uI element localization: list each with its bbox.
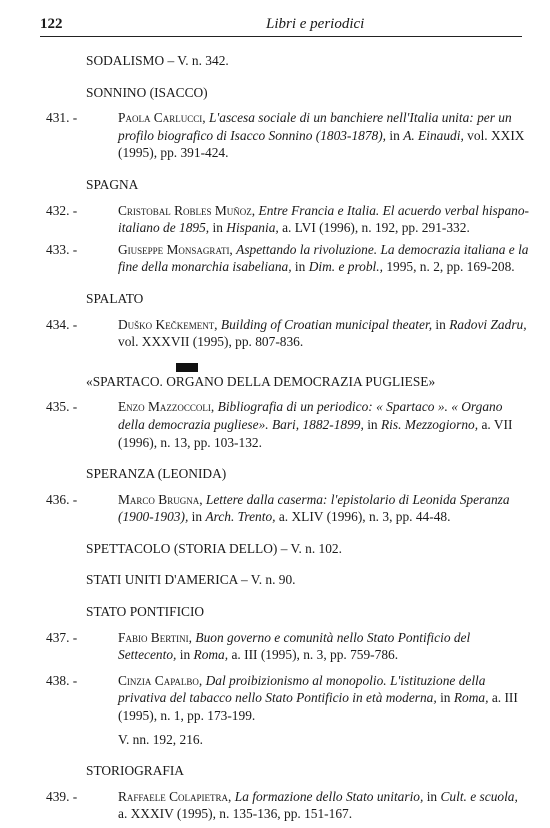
- section-heading-text: STATO PONTIFICIO: [86, 604, 205, 620]
- entry-source-prefix: in: [179, 647, 191, 663]
- section-heading: [40, 363, 530, 391]
- entry-details: vol. XXIX (1995), pp. 391-424.: [118, 127, 525, 161]
- section-heading-text: SONNINO (ISACCO): [86, 84, 208, 100]
- entry-number: 437. -: [46, 629, 78, 645]
- entry-source-prefix: in: [367, 416, 378, 432]
- entry-details: a. XXXIV (1995), n. 135-136, pp. 151-167.: [118, 806, 353, 822]
- entry-journal: Radovi Zadru,: [449, 316, 527, 332]
- entry-source-prefix: in: [294, 259, 306, 275]
- entry-number: 439. -: [46, 788, 78, 804]
- entry-details: a. III (1995), n. 3, pp. 759-786.: [231, 647, 399, 663]
- entry-source-prefix: in: [212, 220, 223, 236]
- entry-title: Building of Croatian municipal theater,: [220, 316, 433, 332]
- entry-author: Cristobal Robles Muñoz,: [118, 202, 256, 218]
- entry-journal: Roma,: [453, 690, 489, 706]
- bibliography-entry: [40, 398, 530, 451]
- entry-journal: Cult. e scuola,: [440, 788, 518, 804]
- entry-source-prefix: in: [435, 316, 446, 332]
- entry-details: 1995, n. 2, pp. 169-208.: [386, 259, 515, 275]
- entry-journal: Dim. e probl.,: [308, 259, 383, 275]
- entry-journal: Arch. Trento,: [205, 509, 276, 525]
- entry-author: Paola Carlucci,: [118, 110, 206, 126]
- entry-details: a. XLIV (1996), n. 3, pp. 44-48.: [278, 509, 451, 525]
- bibliography-entry: [40, 491, 530, 526]
- section-heading: [40, 176, 530, 194]
- section-heading: [40, 84, 530, 102]
- entry-number: 438. -: [46, 672, 78, 688]
- section-heading: [40, 603, 530, 621]
- entry-number: 436. -: [46, 491, 78, 507]
- section-heading-text: SODALISMO – V. n. 342.: [86, 53, 229, 68]
- section-heading-text: «SPARTACO. ORGANO DELLA DEMOCRAZIA PUGLIESE»: [86, 373, 436, 389]
- bibliography-entry: [40, 241, 530, 276]
- entry-title: Aspettando la rivoluzione. La democrazia italiana e la fine della monarchia isabeliana,: [118, 241, 529, 275]
- bibliography-entry: [40, 202, 530, 237]
- section-heading: [40, 762, 530, 780]
- entry-number: 432. -: [46, 202, 78, 218]
- entry-cross-reference: V. nn. 192, 216.: [118, 731, 203, 747]
- bibliography-entry: [40, 788, 530, 823]
- entry-author: Marco Brugna,: [118, 491, 203, 507]
- entry-title: Buon governo e comunità nello Stato Pontificio del Settecento,: [118, 629, 471, 663]
- entry-source-prefix: in: [440, 690, 451, 706]
- running-title: Libri e periodici: [266, 16, 365, 32]
- bibliography-entry: [40, 316, 530, 351]
- entry-journal: Hispania,: [226, 220, 279, 236]
- section-heading: [40, 571, 530, 589]
- section-heading: [40, 52, 530, 70]
- entry-author: Cinzia Capalbo,: [118, 672, 203, 688]
- entry-details: a. III (1995), n. 1, pp. 173-199.: [118, 690, 518, 724]
- section-heading-text: STATI UNITI D'AMERICA – V. n. 90.: [86, 572, 296, 588]
- entry-title: Entre Francia e Italia. El acuerdo verbal hispano-italiano de 1895,: [118, 202, 530, 236]
- section-heading-text: SPETTACOLO (STORIA DELLO) – V. n. 102.: [86, 540, 342, 556]
- bibliography-entry: [40, 109, 530, 162]
- entry-details: a. LVI (1996), n. 192, pp. 291-332.: [282, 220, 470, 236]
- entry-title: Lettere dalla caserma: l'epistolario di Leonida Speranza (1900-1903),: [118, 491, 510, 525]
- entry-number: 431. -: [46, 110, 78, 126]
- entry-number: 433. -: [46, 241, 78, 257]
- entry-title: Bibliografia di un periodico: « Spartaco ». « Organo della democrazia pugliese». Bari, 1882-1899,: [118, 399, 503, 432]
- publisher-mark-icon: [176, 363, 198, 372]
- entry-author: Enzo Mazzoccoli,: [118, 399, 215, 415]
- section-heading-text: SPAGNA: [86, 176, 139, 192]
- section-heading-text: SPALATO: [86, 290, 144, 306]
- running-header: [40, 14, 522, 37]
- section-heading: [40, 540, 530, 558]
- section-heading: [40, 465, 530, 483]
- section-heading-text: SPERANZA (LEONIDA): [86, 466, 227, 482]
- entry-details: a. VII (1996), n. 13, pp. 103-132.: [118, 416, 513, 450]
- section-heading-text: STORIOGRAFIA: [86, 763, 184, 779]
- entry-journal: Roma,: [193, 647, 229, 663]
- entry-source-prefix: in: [191, 509, 203, 525]
- entry-source-prefix: in: [426, 788, 438, 804]
- entry-author: Raffaele Colapietra,: [118, 788, 232, 804]
- entry-title: L'ascesa sociale di un banchiere nell'Italia unita: per un profilo biografico di Isacco Sonnino (1803-1878),: [118, 110, 512, 143]
- entry-details: vol. XXXVII (1995), pp. 807-836.: [118, 334, 304, 350]
- entry-author: Duško Kečkement,: [118, 316, 218, 332]
- entry-journal: A. Einaudi,: [403, 127, 464, 143]
- section-heading: [40, 290, 530, 308]
- entry-source-prefix: in: [389, 127, 400, 143]
- entry-author: Giuseppe Monsagrati,: [118, 241, 233, 257]
- entry-number: 435. -: [46, 399, 78, 415]
- bibliography-entry: [40, 629, 530, 664]
- bibliography-list: [40, 52, 530, 823]
- bibliography-entry: [40, 672, 530, 748]
- entry-journal: Ris. Mezzogiorno,: [380, 416, 479, 432]
- page-number: 122: [40, 16, 63, 32]
- entry-title: Dal proibizionismo al monopolio. L'istituzione della privativa del tabacco nello Stato Pontificio in età moderna,: [118, 672, 486, 706]
- entry-author: Fabio Bertini,: [118, 629, 193, 645]
- entry-number: 434. -: [46, 316, 78, 332]
- entry-title: La formazione dello Stato unitario,: [234, 788, 424, 804]
